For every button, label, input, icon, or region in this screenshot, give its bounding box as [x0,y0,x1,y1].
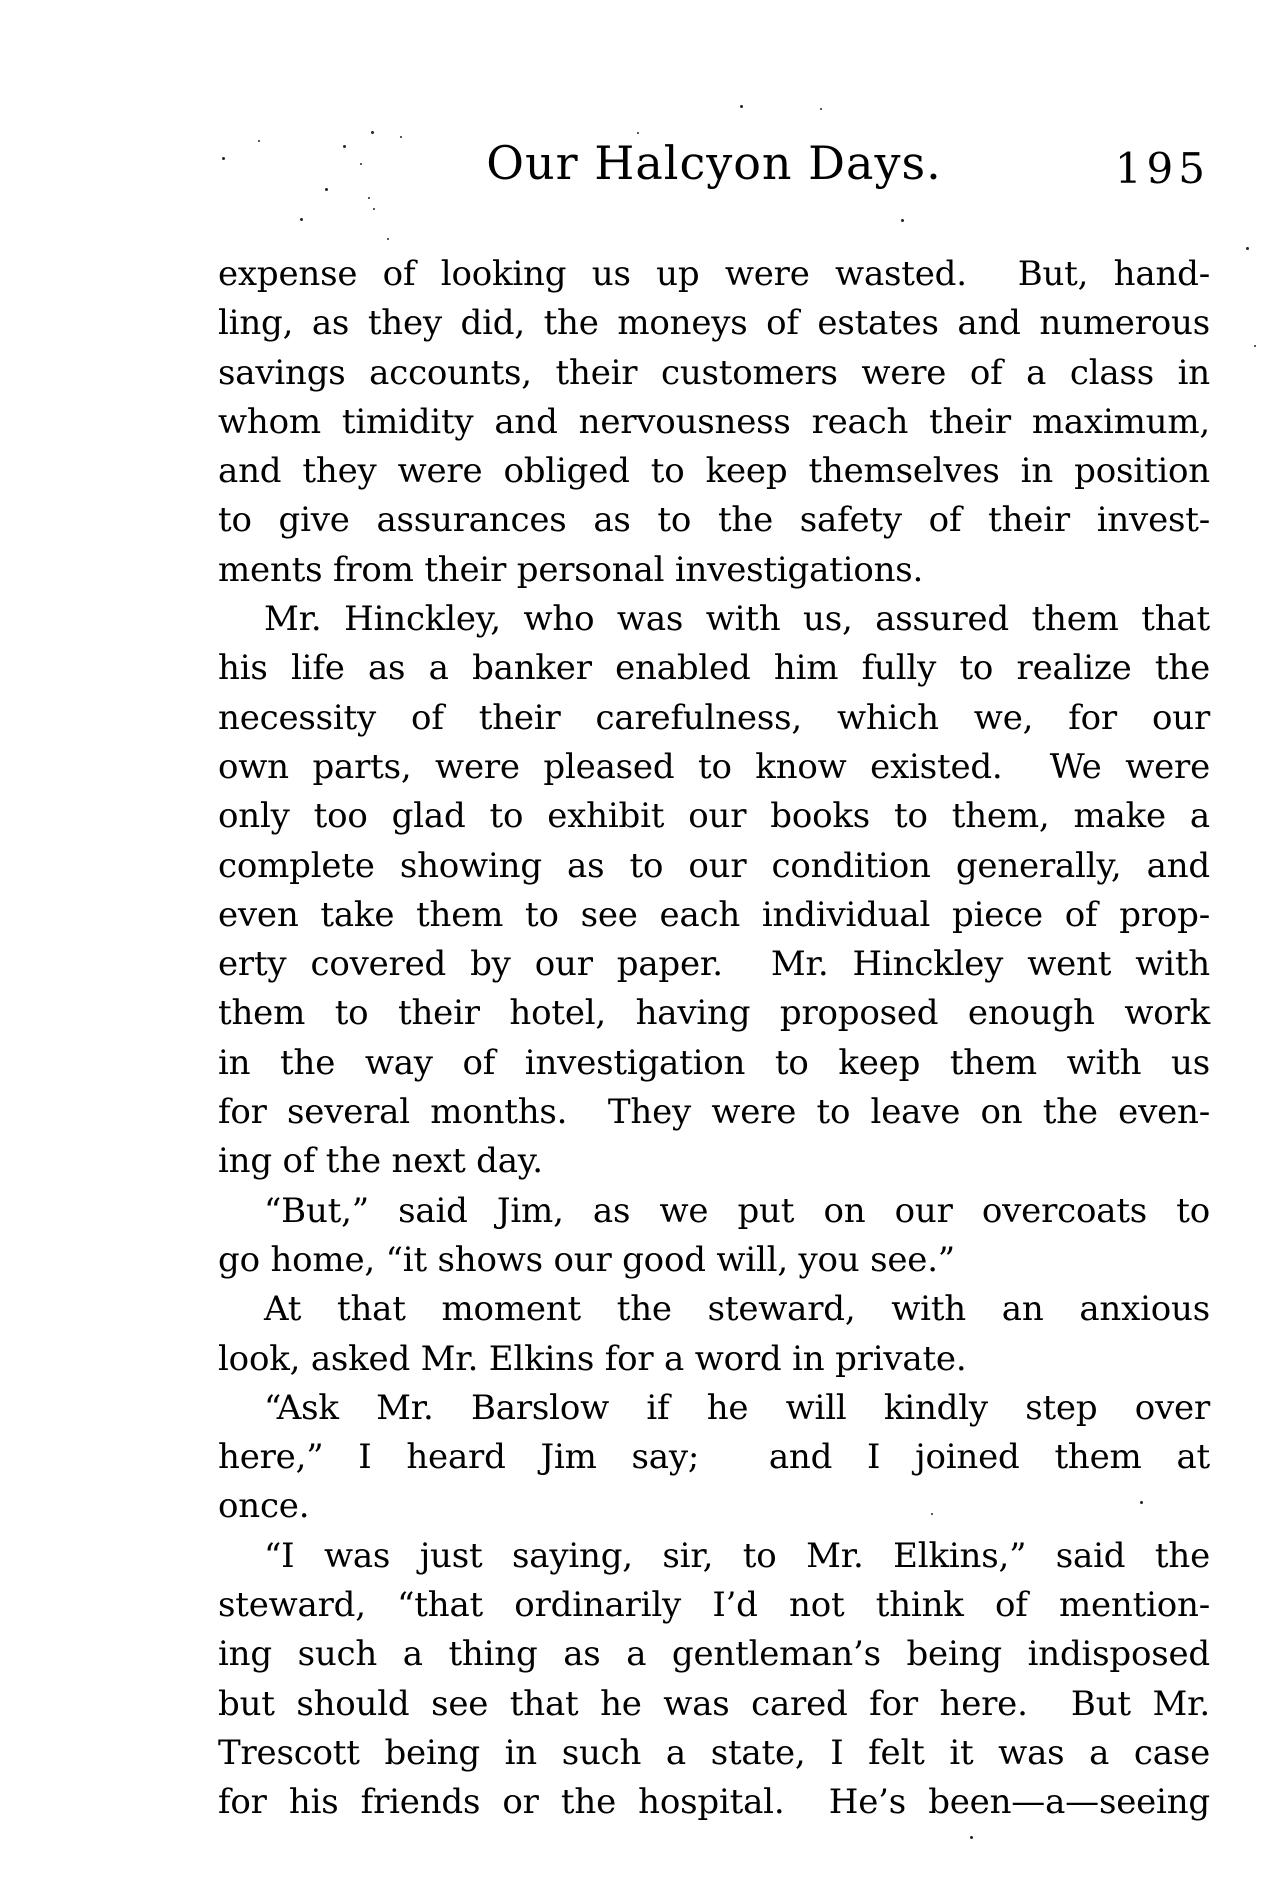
text-line: At that moment the steward, with an anxious [264,1289,1210,1330]
text-line: Mr. Hinckley, who was with us, assured them that [264,599,1210,640]
text-line: erty covered by our paper. Mr. Hinckley went with [218,944,1210,985]
text-line: only too glad to exhibit our books to them, make a [218,796,1210,837]
page-number: 195 [1114,144,1210,193]
page-header [218,136,1210,202]
text-line: his life as a banker enabled him fully to realize the [218,648,1210,689]
text-line: complete showing as to our condition generally, and [218,845,1210,886]
text-line: for his friends or the hospital. He’s been—a—seeing [218,1782,1210,1823]
text-line: and they were obliged to keep themselves in position [218,451,1210,492]
text-line: ments from their personal investigations. [218,549,924,590]
text-line: ing such a thing as a gentleman’s being indisposed [218,1634,1210,1675]
text-line: here,” I heard Jim say; and I joined them at [218,1437,1210,1478]
scan-speck [368,197,370,199]
text-line: once. [218,1486,310,1527]
text-line: savings accounts, their customers were of a class in [218,352,1210,393]
text-line: look, asked Mr. Elkins for a word in private. [218,1338,967,1379]
text-line: necessity of their carefulness, which we, for our [218,697,1210,738]
scan-speck [258,140,260,142]
text-line: Trescott being in such a state, I felt it was a case [218,1732,1210,1773]
scan-speck [222,157,225,160]
text-line: for several months. They were to leave on the even- [218,1092,1210,1133]
text-line: ling, as they did, the moneys of estates and numerous [218,303,1210,344]
text-line: go home, “it shows our good will, you see.” [218,1239,955,1280]
scan-speck [970,1836,973,1839]
scan-speck [360,163,362,165]
text-line: own parts, were pleased to know existed. We were [218,746,1210,787]
text-line: “Ask Mr. Barslow if he will kindly step over [264,1387,1210,1428]
scan-speck [820,108,822,110]
scan-speck [1140,1501,1143,1504]
text-line: expense of looking us up were wasted. But, hand- [218,254,1210,294]
scan-speck [1246,247,1249,250]
text-line: but should see that he was cared for here. But Mr. [218,1683,1210,1724]
running-title: Our Halcyon Days. [486,136,942,190]
scan-speck [373,208,375,210]
text-line: to give assurances as to the safety of their invest- [218,500,1210,541]
scan-speck [637,132,639,134]
text-line: whom timidity and nervousness reach their maximum, [218,401,1210,442]
text-line: ing of the next day. [218,1141,543,1182]
scan-speck [343,145,346,148]
text-line: “But,” said Jim, as we put on our overcoats to [264,1190,1210,1231]
scan-speck [931,1513,933,1515]
text-line: steward, “that ordinarily I’d not think of mention- [218,1585,1210,1626]
scan-speck [371,131,374,134]
scan-speck [387,238,389,240]
text-line: them to their hotel, having proposed enough work [218,993,1210,1034]
scan-speck [300,218,303,221]
scan-speck [1254,345,1256,347]
scan-speck [740,105,743,108]
text-line: “I was just saying, sir, to Mr. Elkins,” said the [264,1535,1210,1576]
scan-speck [325,188,328,191]
text-line: in the way of investigation to keep them with us [218,1042,1210,1083]
scan-speck [901,219,904,222]
scan-speck [400,136,402,138]
body-text [218,250,1210,1828]
text-line: even take them to see each individual piece of prop- [218,894,1210,935]
